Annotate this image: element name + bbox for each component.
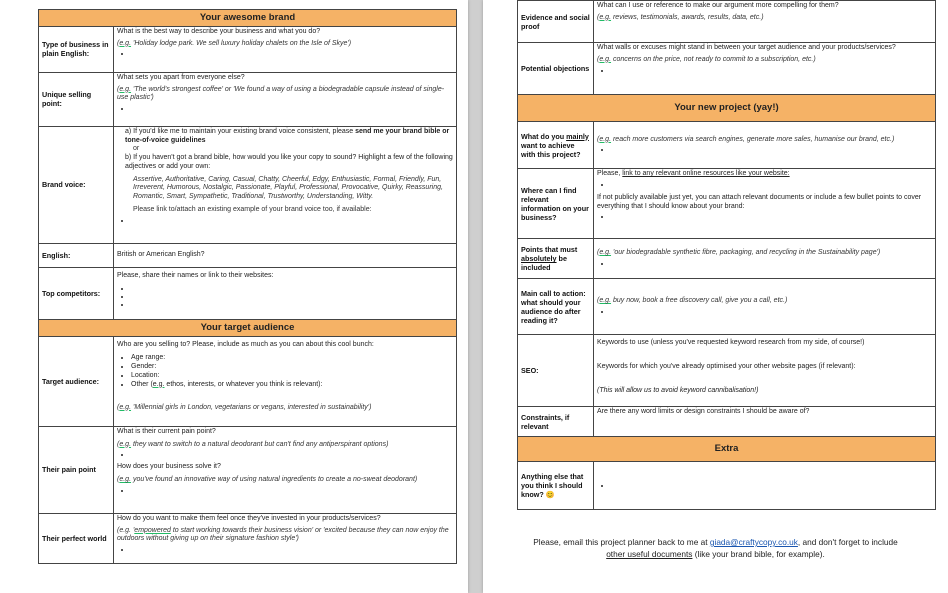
footer-note: [523, 537, 908, 560]
achieve-label: [518, 122, 594, 169]
answer-bullet[interactable]: [611, 482, 932, 490]
footer-post: (like your brand bible, for example).: [692, 548, 825, 559]
location-item[interactable]: • Location:: [131, 372, 453, 381]
competitors-cell[interactable]: [114, 267, 457, 319]
footer-mid: , and don't forget to include: [797, 537, 898, 547]
evidence-cell[interactable]: What can I use or reference to make our argument more compelling for them? (e.g. reviews, testimonials, awards, results, data, etc.): [594, 1, 936, 43]
eg-marker: e.g.: [119, 440, 132, 448]
points-label-pre: Points that must: [521, 245, 578, 254]
target-audience-cell[interactable]: Who are you selling to? Please, include as much as you can about this cool bunch: • Age range: • Gender: • Location: • Other (e.g. ethos, interests, or whatever you think is relevant): (e.g. 'Millennial girls in London, vegetarians or vegans, interested in sustainability'): [114, 336, 457, 426]
achieve-label-pre: What do you: [521, 131, 567, 141]
english-cell[interactable]: [114, 243, 457, 267]
evidence-question: What can I use or reference to make our argument more compelling for them?: [597, 2, 839, 9]
eg-marker: e.g.: [599, 13, 612, 21]
target-audience-label: Target audience:: [39, 336, 114, 426]
usp-question: What sets you apart from everyone else?: [117, 73, 245, 81]
eg-marker: e.g.: [119, 476, 132, 483]
age-range-item[interactable]: • Age range:: [131, 354, 453, 363]
find-question-link[interactable]: link to any relevant online resources like your website:: [622, 170, 790, 177]
answer-bullet[interactable]: [131, 285, 453, 293]
gender-item[interactable]: • Gender:: [131, 363, 453, 372]
type-question: What is the best way to describe your business and what you do?: [117, 27, 321, 35]
points-label-post: be included: [521, 254, 567, 272]
eg-marker: e.g.: [119, 39, 132, 47]
eg-marker: e.g.: [599, 135, 612, 143]
brand-voice-label: Brand voice:: [39, 126, 114, 243]
perfect-example-underlined: empowered: [134, 526, 171, 534]
perfect-example-pre: (e.g. ': [117, 526, 135, 534]
type-of-business-label: Type of business in plain English:: [39, 26, 114, 72]
type-of-business-cell[interactable]: What is the best way to describe your business and what you do? (e.g. 'Holiday lodge park. We sell luxury holiday chalets on the Isle of Skye') •: [114, 26, 457, 72]
seo-cell[interactable]: [594, 335, 936, 407]
find-info-label: Where can I find relevant information on your business?: [518, 169, 594, 239]
points-example: 'our biodegradable synthetic fibre, packaging, and recycling in the Sustainability page'): [611, 249, 881, 257]
answer-bullet[interactable]: [131, 217, 453, 225]
voice-adjectives: Assertive, Authoritative, Caring, Casual, Chatty, Cheerful, Edgy, Enthusiastic, Formal, Friendly, Fun, Irreverent, Humorous, Nostalgic, Passionate, Playful, Professional, Provocative, Quirky, Reassuring, Romantic, Smart, Sympathetic, Traditional, Trustworthy, Understanding, Witty.: [133, 175, 443, 201]
target-example: 'Millennial girls in London, vegetarians or vegans, interested in sustainability'): [131, 403, 372, 411]
voice-or: or: [133, 145, 140, 153]
english-question: British or American English?: [117, 251, 205, 258]
answer-bullet[interactable]: [131, 301, 453, 309]
other-post: ethos, interests, or whatever you think is relevant):: [164, 380, 323, 388]
objections-question: What walls or excuses might stand in between your target audience and your products/services?: [597, 44, 896, 51]
type-example: 'Holiday lodge park. We sell luxury holiday chalets on the Isle of Skye'): [131, 39, 352, 47]
competitors-question: Please, share their names or link to their websites:: [117, 271, 274, 279]
constraints-cell[interactable]: [594, 407, 936, 437]
eg-marker: e.g.: [599, 249, 612, 257]
email-link[interactable]: giada@craftycopy.co.uk: [709, 537, 798, 547]
answer-bullet[interactable]: [131, 105, 453, 113]
usp-label: Unique selling point:: [39, 72, 114, 126]
brand-table: [38, 9, 457, 564]
objections-label: Potential objections: [518, 43, 594, 95]
achieve-label-underlined: mainly: [566, 131, 589, 141]
cta-label: Main call to action: what should your audience do after reading it?: [518, 279, 594, 335]
competitors-label: Top competitors:: [39, 267, 114, 319]
eg-marker: e.g.: [599, 55, 612, 63]
pain-point-cell[interactable]: What is their current pain point? (e.g. they want to switch to a natural deodorant but can't find any antiperspirant options) • How does your business solve it? (e.g. you've found an innovative way of using natural ingredients to create a no-sweat deodorant) •: [114, 426, 457, 513]
answer-bullet[interactable]: [611, 67, 932, 75]
seo-optimised-question: Keywords for which you've already optimised your other website pages (if relevant):: [597, 362, 856, 370]
answer-bullet[interactable]: [611, 260, 932, 268]
find-question-pre: Please,: [597, 170, 623, 177]
find-question-docs: If not publicly available just yet, you can attach relevant documents or include a few bullet points to cover everything that I should know about your brand:: [597, 193, 922, 210]
constraints-question: Are there any word limits or design constraints I should be aware of?: [597, 408, 810, 415]
eg-marker: e.g.: [152, 380, 165, 388]
achieve-label-post: want to achieve with this project?: [521, 140, 581, 159]
other-pre: Other (: [131, 380, 153, 388]
constraints-label: Constraints, if relevant: [518, 407, 594, 437]
answer-bullet[interactable]: [611, 308, 932, 316]
answer-bullet[interactable]: [131, 451, 453, 459]
anything-else-label: Anything else that you think I should know? 😊: [518, 462, 594, 510]
answer-bullet[interactable]: [611, 181, 932, 189]
voice-option-a-bold: send me your brand bible or tone-of-voice guidelines: [125, 127, 450, 144]
page-left: [0, 0, 468, 593]
footer-docs: other useful documents: [606, 548, 693, 559]
perfect-world-label: Their perfect world: [39, 513, 114, 563]
usp-cell[interactable]: What sets you apart from everyone else? (e.g. 'The world's strongest coffee' or 'We found a way of using a biodegradable capsule instead of single-use plastic') •: [114, 72, 457, 126]
english-label: English:: [39, 243, 114, 267]
voice-option-b: b) If you haven't got a brand bible, how would you like your copy to sound? Highlight a few of the following adjectives or add your own:: [125, 154, 453, 170]
cta-example: buy now, book a free discovery call, give you a call, etc.): [611, 297, 788, 305]
brand-voice-cell[interactable]: [114, 126, 457, 243]
section-header-audience: Your target audience: [39, 319, 457, 336]
page-right: [483, 0, 948, 593]
solve-example: you've found an innovative way of using natural ingredients to create a no-sweat deodorant): [131, 476, 418, 483]
voice-option-a: a) If you'd like me to maintain your existing brand voice consistent, please: [125, 127, 356, 135]
points-cell[interactable]: (e.g. 'our biodegradable synthetic fibre, packaging, and recycling in the Sustainability page') •: [594, 239, 936, 279]
answer-bullet[interactable]: [131, 546, 453, 554]
points-label-underlined: absolutely: [521, 254, 557, 263]
footer-pre: Please, email this project planner back to me at: [533, 537, 710, 547]
answer-bullet[interactable]: [611, 213, 932, 221]
solve-question: How does your business solve it?: [117, 463, 221, 471]
pain-question: What is their current pain point?: [117, 427, 216, 435]
objections-example: concerns on the price, not ready to commit to a subscription, etc.): [611, 55, 816, 63]
objections-cell[interactable]: What walls or excuses might stand in between your target audience and your products/services? (e.g. concerns on the price, not ready to commit to a subscription, etc.) •: [594, 43, 936, 95]
find-info-cell[interactable]: [594, 169, 936, 239]
eg-marker: e.g.: [599, 297, 612, 305]
perfect-question: How do you want to make them feel once they've invested in your products/services?: [117, 514, 381, 522]
voice-example-request: Please link to/attach an existing example of your brand voice too, if available:: [133, 205, 372, 213]
answer-bullet[interactable]: [131, 293, 453, 301]
target-question: Who are you selling to? Please, include as much as you can about this cool bunch:: [117, 340, 374, 348]
other-item[interactable]: [131, 381, 453, 390]
section-header-brand: Your awesome brand: [39, 10, 457, 27]
pain-example: they want to switch to a natural deodorant but can't find any antiperspirant options): [131, 440, 389, 448]
seo-label: SEO:: [518, 335, 594, 407]
achieve-cell[interactable]: (e.g. reach more customers via search engines, generate more sales, humanise our brand, etc.) •: [594, 122, 936, 169]
anything-else-cell[interactable]: [594, 462, 936, 510]
evidence-label: Evidence and social proof: [518, 1, 594, 43]
pain-point-label: Their pain point: [39, 426, 114, 513]
seo-keywords-question: Keywords to use (unless you've requested keyword research from my side, of course!): [597, 339, 865, 346]
perfect-world-cell[interactable]: [114, 513, 457, 563]
achieve-example: reach more customers via search engines, generate more sales, humanise our brand, etc.): [611, 135, 895, 143]
eg-marker: e.g.: [119, 403, 132, 411]
evidence-example: reviews, testimonials, awards, results, data, etc.): [611, 13, 764, 21]
points-label: [518, 239, 594, 279]
answer-bullet[interactable]: [611, 146, 932, 154]
answer-bullet[interactable]: [131, 50, 453, 58]
seo-note: (This will allow us to avoid keyword cannibalisation!): [597, 386, 759, 394]
project-table: [517, 0, 936, 510]
eg-marker: e.g.: [119, 85, 132, 93]
answer-bullet[interactable]: [131, 487, 453, 495]
usp-example: 'The world's strongest coffee' or 'We found a way of using a biodegradable capsule instead of single-use plastic'): [117, 85, 445, 102]
cta-cell[interactable]: (e.g. buy now, book a free discovery call, give you a call, etc.) •: [594, 279, 936, 335]
section-header-extra: Extra: [518, 437, 936, 462]
perfect-example: to start working towards their business vision' or 'excited because they can now enjoy the outdoors without giving up on their signature fashion style'): [117, 526, 449, 543]
section-header-project: Your new project (yay!): [518, 95, 936, 122]
